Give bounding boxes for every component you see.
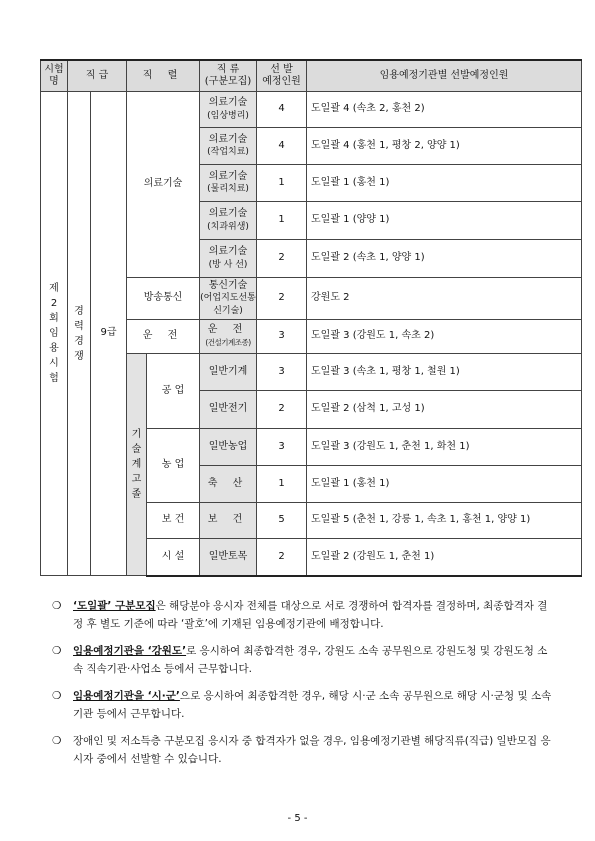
note-emphasis: 임용예정기관을 ‘시·군’ (73, 690, 180, 702)
detail-cell: 도일괄 2 (삼척 1, 고성 1) (307, 391, 582, 429)
count-cell: 3 (257, 354, 307, 391)
category-cell: 의료기술 (임상병리) (200, 92, 257, 128)
exam-type-cell: 경력경쟁 (68, 92, 91, 576)
count-cell: 1 (257, 165, 307, 202)
header-exam: 시험명 (41, 60, 68, 92)
category-cell: 의료기술 (작업치료) (200, 128, 257, 165)
header-detail: 임용예정기관별 선발예정인원 (307, 60, 582, 92)
circle-bullet-icon: ❍ (52, 600, 62, 612)
header-count: 선 발 예정인원 (257, 60, 307, 92)
note-emphasis: 임용예정기관을 ‘강원도’ (73, 645, 187, 657)
detail-cell: 도일괄 4 (홍천 1, 평창 2, 양양 1) (307, 128, 582, 165)
detail-cell: 도일괄 1 (홍천 1) (307, 165, 582, 202)
note-text: 은 해당분야 응시자 전체를 대상으로 서로 경쟁하여 합격자를 결정하며, 최종합격자 결정 후 별도 기준에 따라 ‘괄호’에 기재된 임용예정기관에 배정합니다. (73, 600, 548, 630)
category-cell: 일반기계 (200, 354, 257, 391)
category-cell: 일반농업 (200, 429, 257, 466)
header-series: 직 렬 (127, 60, 200, 92)
series-medical-cell: 의료기술 (127, 92, 200, 278)
note-item (52, 732, 552, 768)
note-text: 으로 응시하여 최종합격한 경우, 해당 시·군 소속 공무원으로 해당 시·군청 및 소속 기관 등에서 근무합니다. (73, 690, 552, 720)
circle-bullet-icon: ❍ (52, 690, 62, 702)
detail-cell: 도일괄 3 (강원도 1, 춘천 1, 화천 1) (307, 429, 582, 466)
count-cell: 4 (257, 92, 307, 128)
category-cell: 보 건 (200, 503, 257, 539)
category-cell: 일반토목 (200, 539, 257, 576)
category-cell: 일반전기 (200, 391, 257, 429)
category-cell: 의료기술 (방 사 선) (200, 240, 257, 278)
note-item (52, 642, 552, 678)
table-row (41, 92, 582, 128)
count-cell: 2 (257, 278, 307, 320)
grade-cell: 9급 (91, 92, 127, 576)
detail-cell: 도일괄 3 (강원도 1, 속초 2) (307, 320, 582, 354)
note-text: 로 응시하여 최종합격한 경우, 강원도 소속 공무원으로 강원도청 및 강원도청 소속 직속기관·사업소 등에서 근무합니다. (73, 645, 548, 675)
circle-bullet-icon: ❍ (52, 735, 62, 747)
series-facility-cell: 시 설 (147, 539, 200, 576)
recruitment-table (40, 59, 582, 577)
category-cell: 운 전 (건설기계조종) (200, 320, 257, 354)
count-cell: 3 (257, 429, 307, 466)
group-tech-highschool-cell: 기술계고졸 (127, 354, 147, 576)
category-cell: 의료기술 (치과위생) (200, 202, 257, 240)
count-cell: 2 (257, 391, 307, 429)
count-cell: 1 (257, 466, 307, 503)
note-item (52, 597, 552, 633)
detail-cell: 강원도 2 (307, 278, 582, 320)
series-engineering-cell: 공 업 (147, 354, 200, 429)
count-cell: 4 (257, 128, 307, 165)
page-number: - 5 - (287, 813, 308, 824)
detail-cell: 도일괄 1 (양양 1) (307, 202, 582, 240)
series-driving-cell: 운 전 (127, 320, 200, 354)
detail-cell: 도일괄 5 (춘천 1, 강릉 1, 속초 1, 홍천 1, 양양 1) (307, 503, 582, 539)
detail-cell: 도일괄 4 (속초 2, 홍천 2) (307, 92, 582, 128)
detail-cell: 도일괄 1 (홍천 1) (307, 466, 582, 503)
header-category: 직 류 (구분모집) (200, 60, 257, 92)
series-broadcast-cell: 방송통신 (127, 278, 200, 320)
category-cell: 통신기술 (어업지도선통신기술) (200, 278, 257, 320)
count-cell: 1 (257, 202, 307, 240)
count-cell: 5 (257, 503, 307, 539)
note-emphasis: ‘도일괄’ 구분모집 (73, 600, 156, 612)
detail-cell: 도일괄 2 (강원도 1, 춘천 1) (307, 539, 582, 576)
table-header-row (41, 60, 582, 92)
notes-section (52, 597, 552, 777)
series-agriculture-cell: 농 업 (147, 429, 200, 503)
category-cell: 의료기술 (물리치료) (200, 165, 257, 202)
category-cell: 축 산 (200, 466, 257, 503)
detail-cell: 도일괄 2 (속초 1, 양양 1) (307, 240, 582, 278)
count-cell: 2 (257, 240, 307, 278)
series-health-cell: 보 건 (147, 503, 200, 539)
exam-name-cell: 제2회임용시험 (41, 92, 68, 576)
note-item (52, 687, 552, 723)
count-cell: 2 (257, 539, 307, 576)
header-grade: 직 급 (68, 60, 127, 92)
count-cell: 3 (257, 320, 307, 354)
note-text: 장애인 및 저소득층 구분모집 응시자 중 합격자가 없을 경우, 임용예정기관별 해당직류(직급) 일반모집 응시자 중에서 선발할 수 있습니다. (73, 735, 551, 765)
detail-cell: 도일괄 3 (속초 1, 평창 1, 철원 1) (307, 354, 582, 391)
circle-bullet-icon: ❍ (52, 645, 62, 657)
